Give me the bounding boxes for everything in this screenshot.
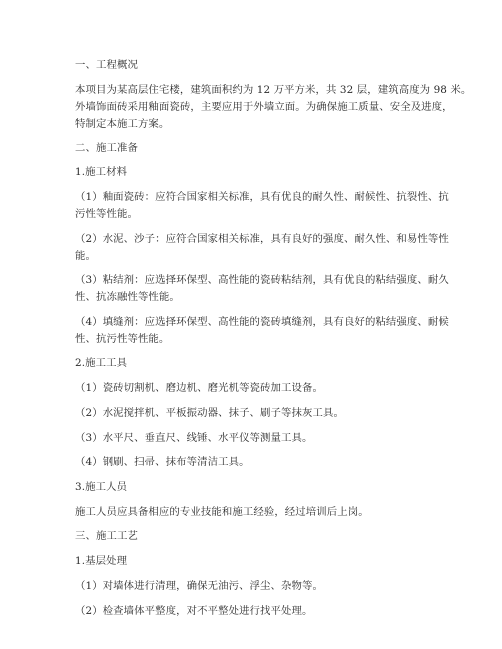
list-item: （2）水泥搅拌机、平板振动器、抹子、刷子等抹灰工具。: [75, 407, 344, 419]
subheading-staff: 3.施工人员: [75, 481, 128, 493]
paragraph-line: 特制定本施工方案。: [75, 118, 170, 130]
subheading-tools: 2.施工工具: [75, 357, 128, 369]
paragraph-line: 施工人员应具备相应的专业技能和施工经验，经过培训后上岗。: [75, 506, 369, 518]
list-item-line: 性、抗冻融性等性能。: [75, 291, 180, 303]
list-item: （1）瓷砖切割机、磨边机、磨光机等瓷砖加工设备。: [75, 382, 323, 394]
heading-preparation: 二、施工准备: [75, 142, 138, 154]
list-item-line: 性、抗污性等性能。: [75, 333, 170, 345]
list-item: （2）检查墙体平整度，对不平整处进行找平处理。: [75, 605, 313, 617]
list-item: （3）水平尺、垂直尺、线锤、水平仪等测量工具。: [75, 432, 313, 444]
subheading-materials: 1.施工材料: [75, 166, 128, 178]
list-item-line: （1）釉面瓷砖：应符合国家相关标准，具有优良的耐久性、耐候性、抗裂性、抗: [75, 191, 449, 203]
list-item-line: （3）粘结剂：应选择环保型、高性能的瓷砖粘结剂，具有优良的粘结强度、耐久: [75, 274, 449, 286]
list-item-line: （4）填缝剂：应选择环保型、高性能的瓷砖填缝剂，具有良好的粘结强度、耐候: [75, 316, 449, 328]
subheading-base-treatment: 1.基层处理: [75, 555, 128, 567]
heading-process: 三、施工工艺: [75, 530, 138, 542]
list-item-line: 能。: [75, 250, 96, 262]
list-item-line: （2）水泥、沙子：应符合国家相关标准，具有良好的强度、耐久性、和易性等性: [75, 233, 449, 245]
list-item: （4）钢刷、扫帚、抹布等清洁工具。: [75, 456, 250, 468]
list-item-line: 污性等性能。: [75, 208, 138, 220]
heading-project-overview: 一、工程概况: [75, 59, 138, 71]
list-item: （1）对墙体进行清理，确保无油污、浮尘、杂物等。: [75, 580, 323, 592]
paragraph-line: 本项目为某高层住宅楼，建筑面积约为 12 万平方米，共 32 层，建筑高度为 98 米。: [75, 84, 472, 96]
paragraph-line: 外墙饰面砖采用釉面瓷砖，主要应用于外墙立面。为确保施工质量、安全及进度，: [75, 101, 453, 113]
